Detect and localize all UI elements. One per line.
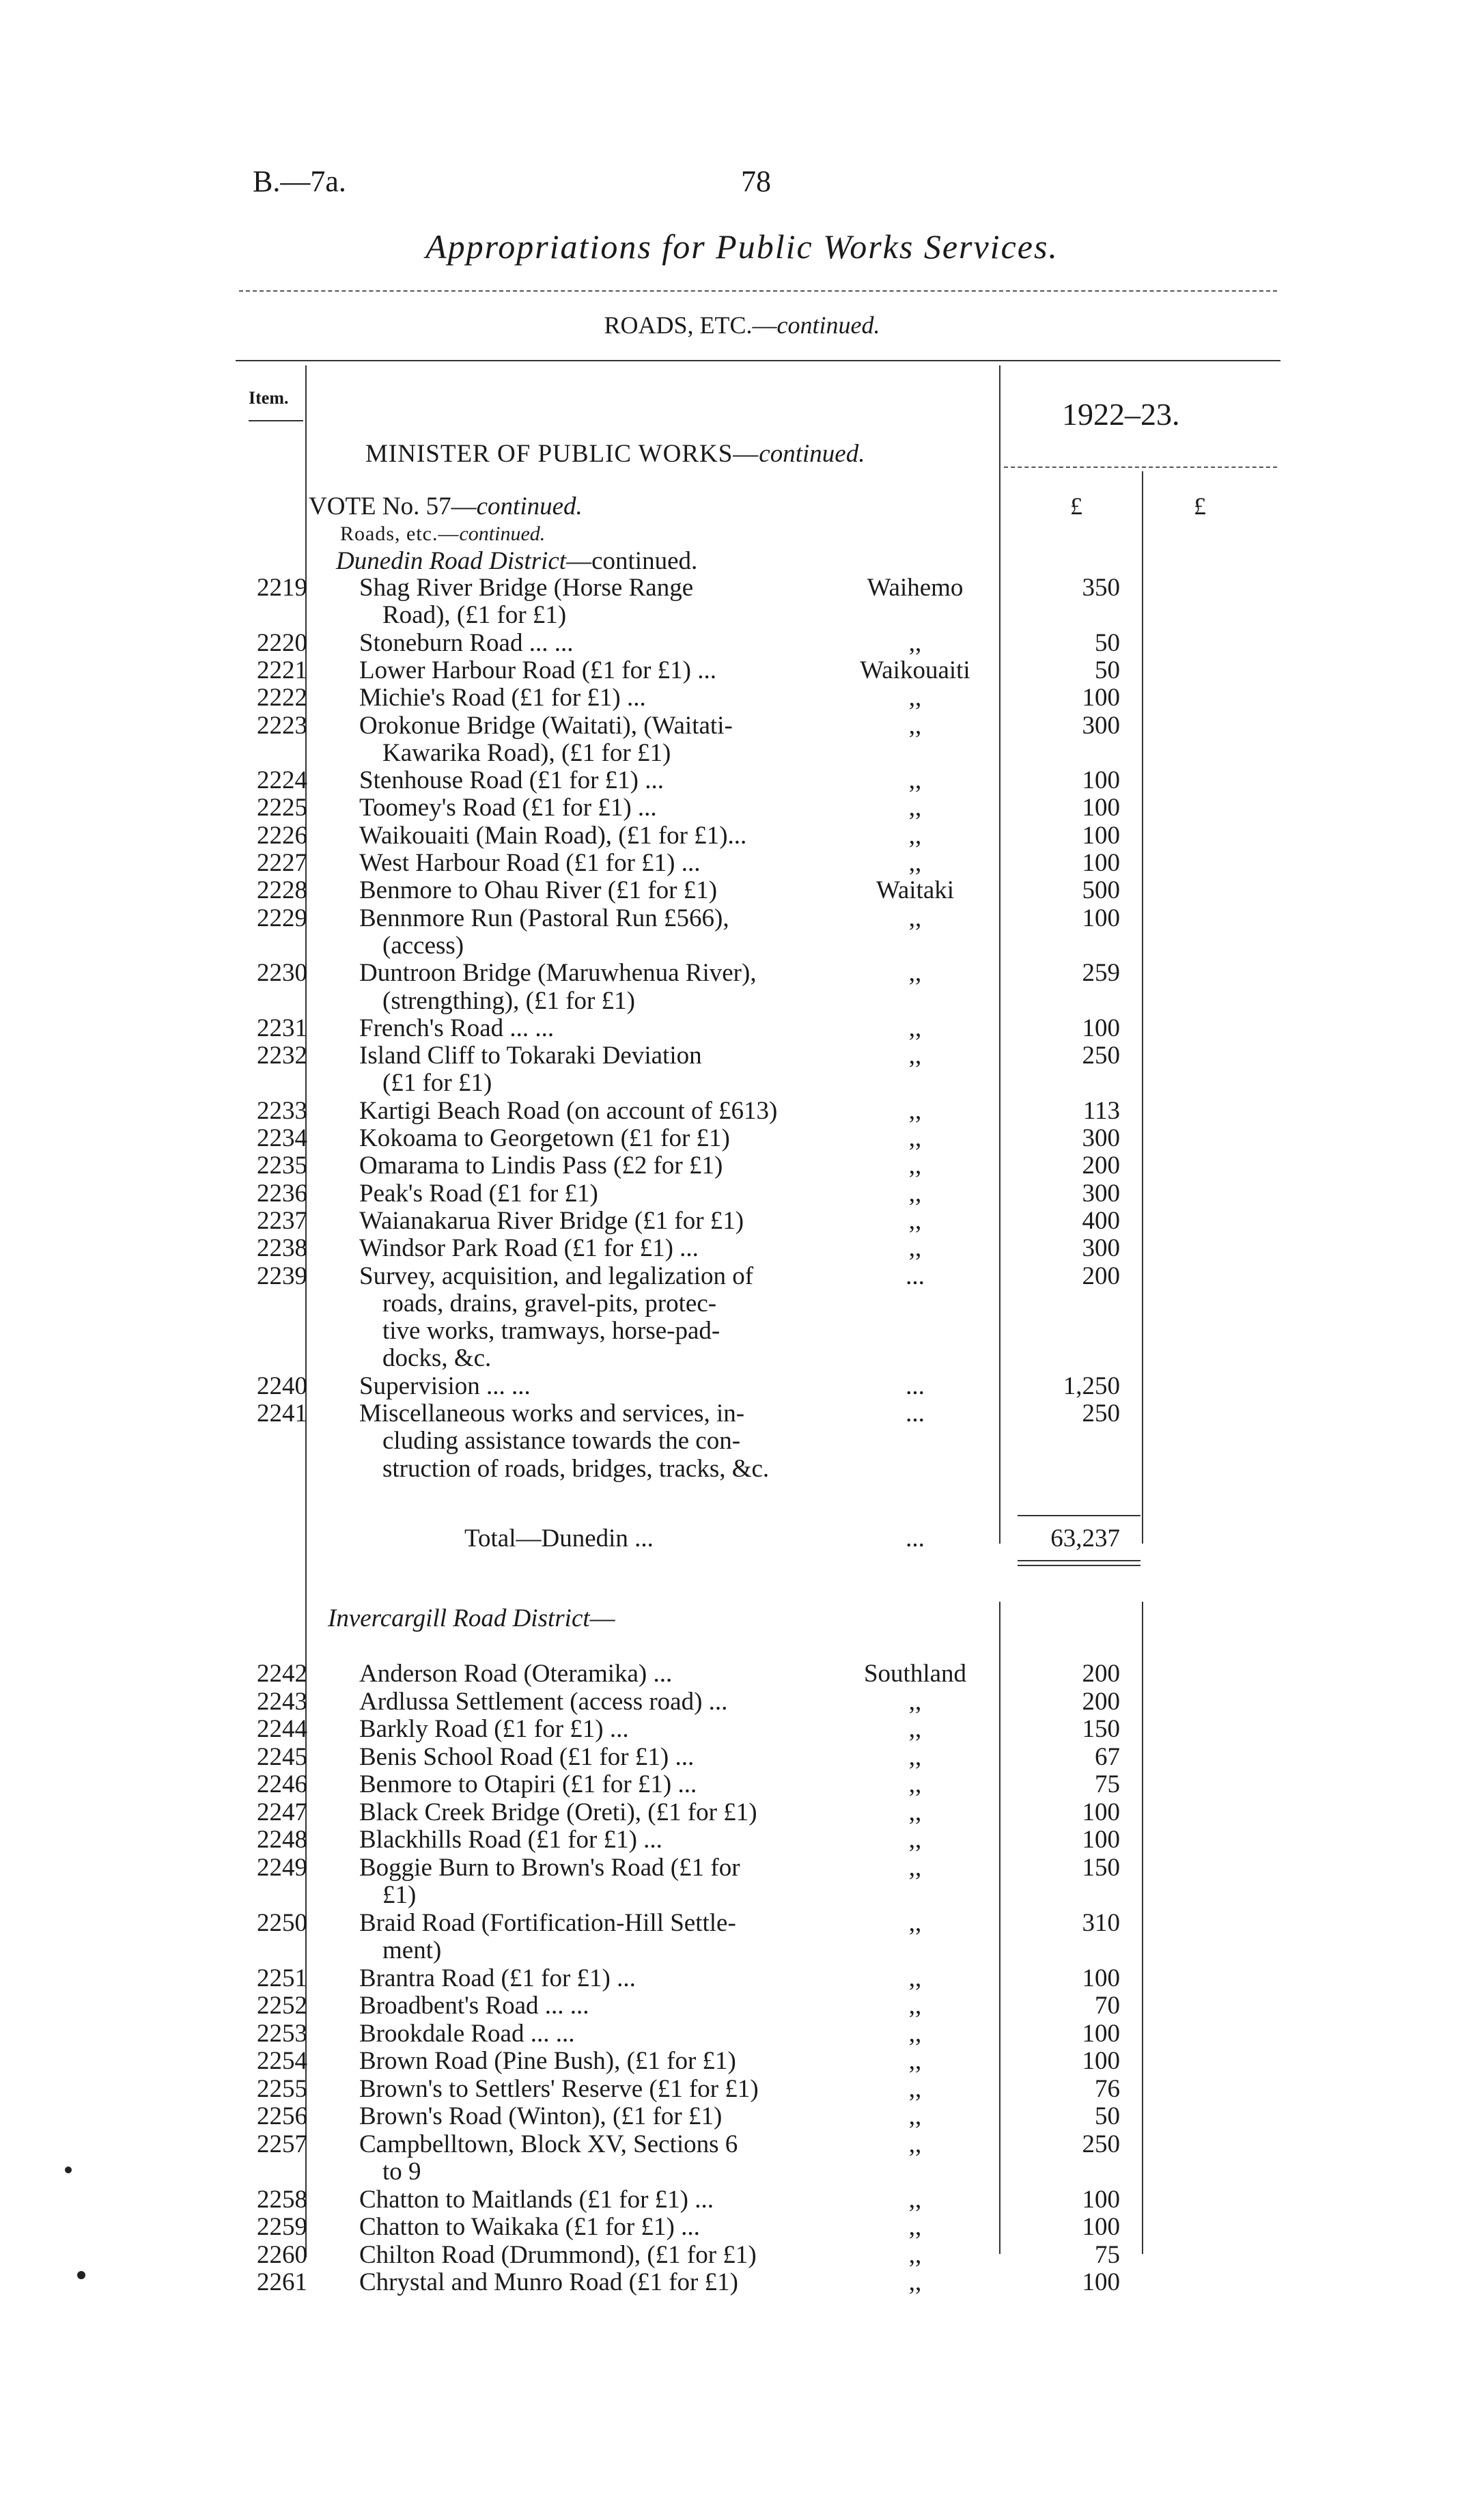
item-description: Lower Harbour Road (£1 for £1) ... bbox=[359, 656, 716, 684]
item-description-continuation: £1) bbox=[382, 1881, 417, 1909]
item-location: ,, bbox=[908, 1014, 922, 1042]
item-number: 2239 bbox=[257, 1262, 307, 1290]
item-amount: 100 bbox=[1082, 2268, 1120, 2296]
item-amount: 300 bbox=[1082, 1234, 1120, 1263]
item-location: ,, bbox=[908, 849, 922, 877]
table-row bbox=[0, 684, 1484, 712]
item-amount: 100 bbox=[1082, 1826, 1120, 1854]
item-number: 2223 bbox=[257, 711, 307, 740]
item-location: ,, bbox=[908, 1096, 922, 1125]
item-description: Supervision ... ... bbox=[359, 1371, 531, 1400]
item-description: Omarama to Lindis Pass (£2 for £1) bbox=[359, 1152, 723, 1180]
item-description: French's Road ... ... bbox=[359, 1014, 555, 1042]
item-amount: 100 bbox=[1082, 904, 1120, 932]
table-row bbox=[0, 1042, 1484, 1070]
table-row bbox=[0, 1372, 1484, 1401]
item-amount: 100 bbox=[1082, 2019, 1120, 2048]
roads-subheading bbox=[340, 523, 545, 546]
item-location: ,, bbox=[908, 1124, 922, 1152]
margin-dot bbox=[65, 2167, 72, 2173]
item-description-continuation: to 9 bbox=[382, 2158, 421, 2186]
currency-header-1: £ bbox=[1070, 492, 1082, 520]
item-amount: 75 bbox=[1095, 1770, 1120, 1798]
item-number: 2246 bbox=[257, 1770, 307, 1798]
table-row bbox=[0, 2241, 1484, 2270]
dunedin-total-label: Total—Dunedin ... bbox=[464, 1524, 654, 1552]
item-location: ,, bbox=[908, 1234, 922, 1263]
item-description: Waikouaiti (Main Road), (£1 for £1)... bbox=[359, 821, 747, 850]
item-amount: 200 bbox=[1082, 1660, 1120, 1688]
invercargill-district-suffix: — bbox=[589, 1604, 615, 1632]
item-location: ,, bbox=[908, 1853, 922, 1882]
item-description: Stoneburn Road ... ... bbox=[359, 628, 574, 657]
item-number: 2233 bbox=[257, 1096, 307, 1125]
item-location: ,, bbox=[908, 1826, 922, 1854]
item-amount: 500 bbox=[1082, 876, 1120, 905]
item-description: Windsor Park Road (£1 for £1) ... bbox=[359, 1234, 699, 1263]
item-number: 2253 bbox=[257, 2019, 307, 2048]
item-number: 2226 bbox=[257, 821, 307, 850]
section-heading bbox=[0, 311, 1484, 339]
table-row bbox=[0, 1399, 1484, 1428]
page-number: 78 bbox=[741, 165, 771, 198]
vote-heading-continued: continued. bbox=[476, 492, 583, 520]
item-description: Brown's to Settlers' Reserve (£1 for £1) bbox=[359, 2074, 759, 2103]
dunedin-district-heading bbox=[336, 546, 697, 576]
table-row bbox=[0, 1262, 1484, 1291]
item-amount: 250 bbox=[1082, 1399, 1120, 1427]
item-number: 2221 bbox=[257, 656, 307, 684]
item-amount: 100 bbox=[1082, 1798, 1120, 1826]
item-amount: 100 bbox=[1082, 821, 1120, 850]
item-number: 2242 bbox=[257, 1660, 307, 1688]
item-location: ,, bbox=[908, 1687, 922, 1716]
item-amount: 350 bbox=[1082, 574, 1120, 602]
item-number: 2231 bbox=[257, 1014, 307, 1042]
item-description: Brookdale Road ... ... bbox=[359, 2019, 575, 2048]
item-location: ,, bbox=[908, 1742, 922, 1771]
vote-heading bbox=[309, 492, 583, 521]
total-top-rule bbox=[1018, 1515, 1140, 1516]
item-number: 2224 bbox=[257, 766, 307, 795]
item-amount: 100 bbox=[1082, 1014, 1120, 1042]
item-location: Waikouaiti bbox=[860, 656, 970, 684]
item-amount: 300 bbox=[1082, 1179, 1120, 1208]
item-description: Chatton to Waikaka (£1 for £1) ... bbox=[359, 2213, 700, 2241]
item-amount: 250 bbox=[1082, 2130, 1120, 2158]
item-location: Waitaki bbox=[876, 876, 955, 905]
item-location: ,, bbox=[908, 1992, 922, 2020]
item-number: 2227 bbox=[257, 849, 307, 877]
item-number: 2220 bbox=[257, 628, 307, 657]
item-number: 2238 bbox=[257, 1234, 307, 1263]
item-location: ,, bbox=[908, 1770, 922, 1798]
margin-dot bbox=[77, 2271, 85, 2279]
item-description: Brown Road (Pine Bush), (£1 for £1) bbox=[359, 2047, 736, 2075]
table-row bbox=[0, 849, 1484, 878]
item-description: Ardlussa Settlement (access road) ... bbox=[359, 1687, 728, 1716]
table-row bbox=[0, 1992, 1484, 2020]
item-description: Kartigi Beach Road (on account of £613) bbox=[359, 1096, 778, 1125]
table-row bbox=[0, 1688, 1484, 1716]
item-description: Brown's Road (Winton), (£1 for £1) bbox=[359, 2102, 723, 2130]
item-location: ,, bbox=[908, 2074, 922, 2103]
minister-heading bbox=[365, 439, 865, 469]
year-column-header: 1922–23. bbox=[1062, 397, 1180, 432]
table-row bbox=[0, 1798, 1484, 1827]
item-description: Peak's Road (£1 for £1) bbox=[359, 1179, 598, 1208]
item-description-continuation: tive works, tramways, horse-pad- bbox=[382, 1317, 720, 1346]
item-description: Island Cliff to Tokaraki Deviation bbox=[359, 1042, 702, 1070]
page-title: Appropriations for Public Works Services. bbox=[425, 227, 1059, 266]
item-header-rule bbox=[249, 420, 303, 421]
item-location: ,, bbox=[908, 2213, 922, 2241]
table-row bbox=[0, 822, 1484, 850]
table-row bbox=[0, 904, 1484, 933]
item-description: Anderson Road (Oteramika) ... bbox=[359, 1660, 673, 1688]
item-amount: 100 bbox=[1082, 1964, 1120, 1992]
item-description: Bennmore Run (Pastoral Run £566), bbox=[359, 904, 729, 932]
item-amount: 300 bbox=[1082, 1124, 1120, 1152]
table-row bbox=[0, 1826, 1484, 1854]
table-row bbox=[0, 1909, 1484, 1938]
item-description: Shag River Bridge (Horse Range bbox=[359, 574, 694, 602]
item-location: ,, bbox=[908, 2019, 922, 2048]
item-number: 2243 bbox=[257, 1687, 307, 1716]
table-row bbox=[0, 2130, 1484, 2159]
item-number: 2222 bbox=[257, 684, 307, 712]
section-heading-main: ROADS, ETC.— bbox=[604, 311, 777, 339]
item-number: 2247 bbox=[257, 1798, 307, 1826]
item-location: ,, bbox=[908, 1908, 922, 1937]
item-location: ,, bbox=[908, 2185, 922, 2214]
item-description-continuation: (£1 for £1) bbox=[382, 1069, 492, 1098]
item-location: ... bbox=[906, 1371, 925, 1400]
item-description-continuation: (access) bbox=[382, 931, 464, 960]
item-number: 2219 bbox=[257, 574, 307, 602]
invercargill-district-name: Invercargill Road District bbox=[328, 1604, 590, 1632]
table-row bbox=[0, 876, 1484, 905]
table-row bbox=[0, 794, 1484, 822]
item-number: 2257 bbox=[257, 2130, 307, 2158]
item-number: 2229 bbox=[257, 904, 307, 932]
item-description: Braid Road (Fortification-Hill Settle- bbox=[359, 1908, 736, 1937]
item-number: 2235 bbox=[257, 1152, 307, 1180]
item-location: ,, bbox=[908, 628, 922, 657]
dunedin-total-amount: 63,237 bbox=[1050, 1524, 1120, 1552]
item-amount: 100 bbox=[1082, 766, 1120, 795]
table-row bbox=[0, 2020, 1484, 2048]
section-heading-continued: continued. bbox=[776, 311, 880, 339]
item-amount: 76 bbox=[1095, 2074, 1120, 2103]
item-amount: 200 bbox=[1082, 1262, 1120, 1290]
item-location: ,, bbox=[908, 1152, 922, 1180]
item-location: ,, bbox=[908, 711, 922, 740]
item-location: ,, bbox=[908, 1798, 922, 1826]
item-location: ,, bbox=[908, 2268, 922, 2296]
item-description: Stenhouse Road (£1 for £1) ... bbox=[359, 766, 664, 795]
table-row bbox=[0, 2075, 1484, 2104]
item-number: 2248 bbox=[257, 1826, 307, 1854]
item-location: ,, bbox=[908, 959, 922, 988]
item-location: ... bbox=[906, 1262, 925, 1290]
item-description: Boggie Burn to Brown's Road (£1 for bbox=[359, 1853, 740, 1882]
item-amount: 250 bbox=[1082, 1042, 1120, 1070]
table-row bbox=[0, 1097, 1484, 1126]
item-description-continuation: docks, &c. bbox=[382, 1344, 492, 1373]
item-number: 2252 bbox=[257, 1992, 307, 2020]
item-description: West Harbour Road (£1 for £1) ... bbox=[359, 849, 701, 877]
item-description: Campbelltown, Block XV, Sections 6 bbox=[359, 2130, 738, 2158]
item-number: 2261 bbox=[257, 2268, 307, 2296]
item-description: Toomey's Road (£1 for £1) ... bbox=[359, 794, 657, 822]
item-location: ,, bbox=[908, 766, 922, 795]
item-location: ,, bbox=[908, 1042, 922, 1070]
item-amount: 50 bbox=[1095, 656, 1120, 684]
item-description: Chilton Road (Drummond), (£1 for £1) bbox=[359, 2240, 757, 2269]
item-description-continuation: ment) bbox=[382, 1936, 442, 1964]
table-row bbox=[0, 2047, 1484, 2076]
table-row bbox=[0, 1152, 1484, 1180]
dunedin-district-suffix: —continued. bbox=[566, 547, 698, 575]
item-amount: 50 bbox=[1095, 628, 1120, 657]
item-description-continuation: roads, drains, gravel-pits, protec- bbox=[382, 1289, 717, 1318]
item-location: ,, bbox=[908, 821, 922, 850]
item-amount: 100 bbox=[1082, 2047, 1120, 2075]
item-amount: 200 bbox=[1082, 1152, 1120, 1180]
table-row bbox=[0, 1964, 1484, 1993]
minister-heading-continued: continued. bbox=[759, 440, 865, 468]
item-description: Orokonue Bridge (Waitati), (Waitati- bbox=[359, 711, 733, 740]
item-number: 2236 bbox=[257, 1179, 307, 1208]
dunedin-district-name: Dunedin Road District bbox=[336, 547, 567, 575]
vote-heading-main: VOTE No. 57— bbox=[309, 492, 477, 520]
item-location: ,, bbox=[908, 1964, 922, 1992]
item-amount: 100 bbox=[1082, 684, 1120, 712]
item-number: 2225 bbox=[257, 794, 307, 822]
item-description: Black Creek Bridge (Oreti), (£1 for £1) bbox=[359, 1798, 757, 1826]
item-location: Waihemo bbox=[867, 574, 964, 602]
item-description-continuation: Kawarika Road), (£1 for £1) bbox=[382, 738, 671, 767]
item-amount: 100 bbox=[1082, 794, 1120, 822]
item-description: Broadbent's Road ... ... bbox=[359, 1992, 589, 2020]
item-number: 2232 bbox=[257, 1042, 307, 1070]
table-row bbox=[0, 959, 1484, 988]
item-description-continuation: (strengthing), (£1 for £1) bbox=[382, 986, 635, 1015]
item-description: Brantra Road (£1 for £1) ... bbox=[359, 1964, 636, 1992]
item-description: Benmore to Ohau River (£1 for £1) bbox=[359, 876, 718, 905]
invercargill-district-heading bbox=[328, 1604, 615, 1633]
item-description: Chatton to Maitlands (£1 for £1) ... bbox=[359, 2185, 714, 2214]
item-description: Blackhills Road (£1 for £1) ... bbox=[359, 1826, 662, 1854]
item-description: Benmore to Otapiri (£1 for £1) ... bbox=[359, 1770, 697, 1798]
item-description: Survey, acquisition, and legalization of bbox=[359, 1262, 754, 1290]
item-amount: 50 bbox=[1095, 2102, 1120, 2130]
currency-header-2: £ bbox=[1194, 492, 1206, 520]
item-column-header: Item. bbox=[249, 388, 289, 408]
item-amount: 100 bbox=[1082, 2185, 1120, 2214]
dunedin-total-location: ... bbox=[906, 1524, 925, 1552]
table-row bbox=[0, 656, 1484, 685]
item-amount: 200 bbox=[1082, 1687, 1120, 1716]
table-row bbox=[0, 1854, 1484, 1882]
item-number: 2234 bbox=[257, 1124, 307, 1152]
table-row bbox=[0, 1743, 1484, 1772]
item-description: Chrystal and Munro Road (£1 for £1) bbox=[359, 2268, 738, 2296]
item-amount: 113 bbox=[1082, 1096, 1120, 1125]
location-column-divider bbox=[999, 365, 1000, 1544]
table-row bbox=[0, 1234, 1484, 1263]
total-bottom-rule-2 bbox=[1018, 1565, 1140, 1566]
item-number: 2255 bbox=[257, 2074, 307, 2103]
item-number: 2249 bbox=[257, 1853, 307, 1882]
item-amount: 400 bbox=[1082, 1206, 1120, 1235]
year-header-rule bbox=[1004, 466, 1277, 468]
item-location: ,, bbox=[908, 2102, 922, 2130]
item-location: ,, bbox=[908, 2130, 922, 2158]
table-row bbox=[0, 1207, 1484, 1236]
table-row bbox=[0, 2102, 1484, 2131]
table-row bbox=[0, 1770, 1484, 1799]
item-location: ... bbox=[906, 1399, 925, 1427]
item-number: 2259 bbox=[257, 2213, 307, 2241]
table-row bbox=[0, 712, 1484, 740]
item-amount: 150 bbox=[1082, 1715, 1120, 1743]
table-top-rule bbox=[236, 360, 1280, 361]
document-reference: B.—7a. bbox=[253, 165, 346, 198]
item-number: 2244 bbox=[257, 1715, 307, 1743]
table-row bbox=[0, 574, 1484, 602]
item-number: 2228 bbox=[257, 876, 307, 905]
item-amount: 100 bbox=[1082, 2213, 1120, 2241]
item-description-continuation: Road), (£1 for £1) bbox=[382, 601, 567, 630]
item-number: 2240 bbox=[257, 1371, 307, 1400]
item-amount: 100 bbox=[1082, 849, 1120, 877]
item-number: 2256 bbox=[257, 2102, 307, 2130]
item-number: 2245 bbox=[257, 1742, 307, 1771]
item-description-continuation: cluding assistance towards the con- bbox=[382, 1427, 741, 1456]
item-amount: 259 bbox=[1082, 959, 1120, 988]
table-row bbox=[0, 1014, 1484, 1043]
item-amount: 75 bbox=[1095, 2240, 1120, 2269]
dunedin-total-row bbox=[0, 1524, 1484, 1553]
table-row bbox=[0, 1124, 1484, 1153]
table-row bbox=[0, 1660, 1484, 1688]
item-location: ,, bbox=[908, 794, 922, 822]
table-row bbox=[0, 1715, 1484, 1744]
item-location: Southland bbox=[863, 1660, 967, 1688]
table-row bbox=[0, 629, 1484, 658]
item-description: Michie's Road (£1 for £1) ... bbox=[359, 684, 646, 712]
item-amount: 1,250 bbox=[1063, 1371, 1120, 1400]
title-divider bbox=[239, 290, 1277, 292]
item-description: Waianakarua River Bridge (£1 for £1) bbox=[359, 1206, 744, 1235]
item-number: 2241 bbox=[257, 1399, 307, 1427]
item-number: 2260 bbox=[257, 2240, 307, 2269]
item-location: ,, bbox=[908, 904, 922, 932]
item-number: 2237 bbox=[257, 1206, 307, 1235]
item-description: Benis School Road (£1 for £1) ... bbox=[359, 1742, 695, 1771]
item-description: Kokoama to Georgetown (£1 for £1) bbox=[359, 1124, 730, 1152]
roads-subheading-main: Roads, etc.— bbox=[340, 523, 460, 545]
table-row bbox=[0, 2186, 1484, 2214]
item-number: 2251 bbox=[257, 1964, 307, 1992]
item-location: ,, bbox=[908, 1179, 922, 1208]
item-description: Miscellaneous works and services, in- bbox=[359, 1399, 745, 1427]
minister-heading-main: MINISTER OF PUBLIC WORKS— bbox=[365, 440, 759, 468]
item-amount: 310 bbox=[1082, 1908, 1120, 1937]
item-number: 2250 bbox=[257, 1908, 307, 1937]
table-row bbox=[0, 1180, 1484, 1208]
item-description-continuation: struction of roads, bridges, tracks, &c. bbox=[382, 1454, 770, 1483]
item-description: Duntroon Bridge (Maruwhenua River), bbox=[359, 959, 757, 988]
table-row bbox=[0, 2268, 1484, 2297]
item-number: 2258 bbox=[257, 2185, 307, 2214]
item-location: ,, bbox=[908, 1715, 922, 1743]
table-row bbox=[0, 766, 1484, 795]
item-location: ,, bbox=[908, 1206, 922, 1235]
item-description: Barkly Road (£1 for £1) ... bbox=[359, 1715, 629, 1743]
total-bottom-rule bbox=[1018, 1560, 1140, 1561]
item-location: ,, bbox=[908, 684, 922, 712]
item-amount: 300 bbox=[1082, 711, 1120, 740]
item-location: ,, bbox=[908, 2240, 922, 2269]
item-amount: 150 bbox=[1082, 1853, 1120, 1882]
item-number: 2230 bbox=[257, 959, 307, 988]
table-row bbox=[0, 2213, 1484, 2242]
item-amount: 70 bbox=[1095, 1992, 1120, 2020]
roads-subheading-continued: continued. bbox=[459, 523, 546, 545]
item-number: 2254 bbox=[257, 2047, 307, 2075]
item-location: ,, bbox=[908, 2047, 922, 2075]
item-amount: 67 bbox=[1095, 1742, 1120, 1771]
